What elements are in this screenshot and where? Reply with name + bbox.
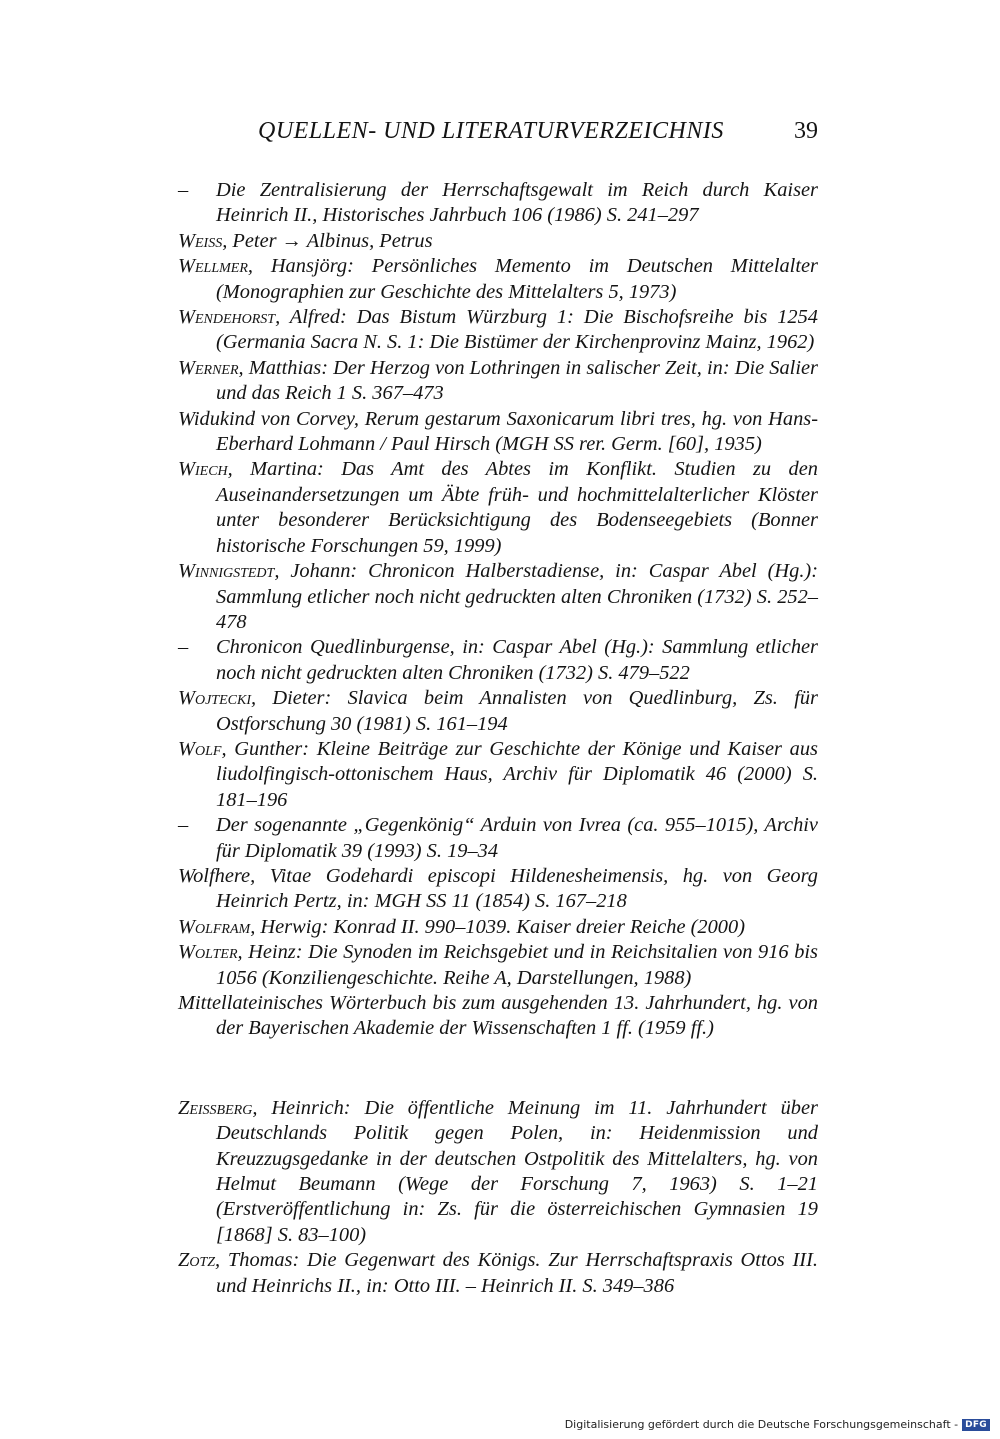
- author-name: Wendehorst: [178, 306, 276, 329]
- page-number: 39: [794, 118, 818, 144]
- entry-text: , Heinrich: Die öffentliche Meinung im 11. Jahrhundert über Deutschlands Politik gegen Polen, in: Heidenmission und Kreuzzugsgedanke in der deutschen Ostpolitik des Mittelalters, hg. von Helmut Beumann (Wege der Forschung 7, 1963) S. 1–21 (Erstveröffentlichung in: Zs. für die österreichischen Gymnasien 19 [1868] S. 83–100): [216, 1096, 818, 1246]
- author-name: Werner: [178, 356, 239, 379]
- bibliography-list: [178, 178, 818, 1299]
- continuation-dash: –: [178, 636, 189, 659]
- running-title: QUELLEN- UND LITERATURVERZEICHNIS: [258, 118, 724, 144]
- entry-text: Wolfhere, Vitae Godehardi episcopi Hildenesheimensis, hg. von Georg Heinrich Pertz, in: MGH SS 11 (1854) S. 167–218: [178, 864, 818, 913]
- author-name: Wolter: [178, 941, 238, 964]
- entry-text: Die Zentralisierung der Herrschaftsgewalt im Reich durch Kaiser Heinrich II., Historisches Jahrbuch 106 (1986) S. 241–297: [216, 179, 818, 227]
- entry-text: , Gunther: Kleine Beiträge zur Geschichte der Könige und Kaiser aus liudolfingisch-ottonischem Haus, Archiv für Diplomatik 46 (2000) S. 181–196: [216, 737, 818, 811]
- entry-text: Der sogenannte „Gegenkönig“ Arduin von Ivrea (ca. 955–1015), Archiv für Diplomatik 39 (1993) S. 19–34: [216, 814, 818, 862]
- author-name: Wolf: [178, 737, 222, 760]
- entry-text: Widukind von Corvey, Rerum gestarum Saxonicarum libri tres, hg. von Hans-Eberhard Lohmann / Paul Hirsch (MGH SS rer. Germ. [60], 1935): [178, 407, 818, 456]
- entry-text: , Martina: Das Amt des Abtes im Konflikt. Studien zu den Auseinandersetzungen um Äbte früh- und hochmittelalterlicher Klöster unter besonderer Berücksichtigung des Bodenseegebiets (Bonner historische Forschungen 59, 1999): [216, 458, 818, 557]
- bib-entry: [178, 813, 818, 864]
- entry-text: Mittellateinisches Wörterbuch bis zum ausgehenden 13. Jahrhundert, hg. von der Bayerischen Akademie der Wissenschaften 1 ff. (1959 ff.): [178, 992, 818, 1040]
- bib-entry: [178, 635, 818, 686]
- entry-text: , Peter → Albinus, Petrus: [222, 229, 433, 252]
- bib-entry: [178, 356, 818, 407]
- entry-text: , Hansjörg: Persönliches Memento im Deutschen Mittelalter (Monographien zur Geschichte des Mittelalters 5, 1973): [216, 255, 818, 303]
- bib-entry: [178, 229, 818, 254]
- entry-text: , Dieter: Slavica beim Annalisten von Quedlinburg, Zs. für Ostforschung 30 (1981) S. 161–194: [216, 687, 818, 735]
- entry-text: , Matthias: Der Herzog von Lothringen in salischer Zeit, in: Die Salier und das Reich 1 S. 367–473: [216, 356, 818, 405]
- bib-entry: [178, 407, 818, 458]
- bib-entry: [178, 737, 818, 813]
- bib-entry: [178, 559, 818, 635]
- bib-entry: [178, 178, 818, 229]
- bib-entry: [178, 991, 818, 1042]
- author-name: Wolfram: [178, 915, 251, 938]
- author-name: Zotz: [178, 1249, 216, 1272]
- digitization-footer: [565, 1418, 990, 1431]
- entry-text: , Herwig: Konrad II. 990–1039. Kaiser dreier Reiche (2000): [250, 915, 745, 938]
- bib-entry: [178, 305, 818, 356]
- dfg-logo: DFG: [962, 1419, 990, 1431]
- entry-text: , Alfred: Das Bistum Würzburg 1: Die Bischofsreihe bis 1254 (Germania Sacra N. S. 1: Die Bistümer der Kirchenprovinz Mainz, 1962): [216, 306, 818, 354]
- footer-text: Digitalisierung gefördert durch die Deutsche Forschungsgemeinschaft -: [564, 1418, 959, 1431]
- author-name: Wellmer: [178, 255, 248, 278]
- author-name: Wojtecki: [178, 687, 251, 710]
- bib-entry: [178, 457, 818, 559]
- entry-text: , Thomas: Die Gegenwart des Königs. Zur Herrschaftspraxis Ottos III. und Heinrichs II., in: Otto III. – Heinrich II. S. 349–386: [215, 1249, 818, 1297]
- author-name: Zeissberg: [178, 1096, 253, 1119]
- bib-entry: [178, 940, 818, 991]
- bib-entry: [178, 915, 818, 940]
- continuation-dash: –: [178, 179, 189, 201]
- entry-text: , Heinz: Die Synoden im Reichsgebiet und in Reichsitalien von 916 bis 1056 (Konziliengeschichte. Reihe A, Darstellungen, 1988): [216, 941, 818, 989]
- entry-text: Chronicon Quedlinburgense, in: Caspar Abel (Hg.): Sammlung etlicher noch nicht gedruckten alten Chroniken (1732) S. 479–522: [216, 636, 818, 684]
- bib-entry: [178, 864, 818, 915]
- continuation-dash: –: [178, 814, 189, 837]
- author-name: Weiss: [178, 229, 223, 252]
- bib-entry: [178, 686, 818, 737]
- running-header: [178, 118, 818, 152]
- entry-text: , Johann: Chronicon Halberstadiense, in: Caspar Abel (Hg.): Sammlung etlicher noch nicht gedruckten alten Chroniken (1732) S. 252–478: [216, 560, 818, 633]
- bib-entry: [178, 1248, 818, 1299]
- author-name: Wiech: [178, 458, 228, 481]
- bib-entry: [178, 1096, 818, 1248]
- bib-entry: [178, 254, 818, 305]
- author-name: Winnigstedt: [178, 560, 275, 583]
